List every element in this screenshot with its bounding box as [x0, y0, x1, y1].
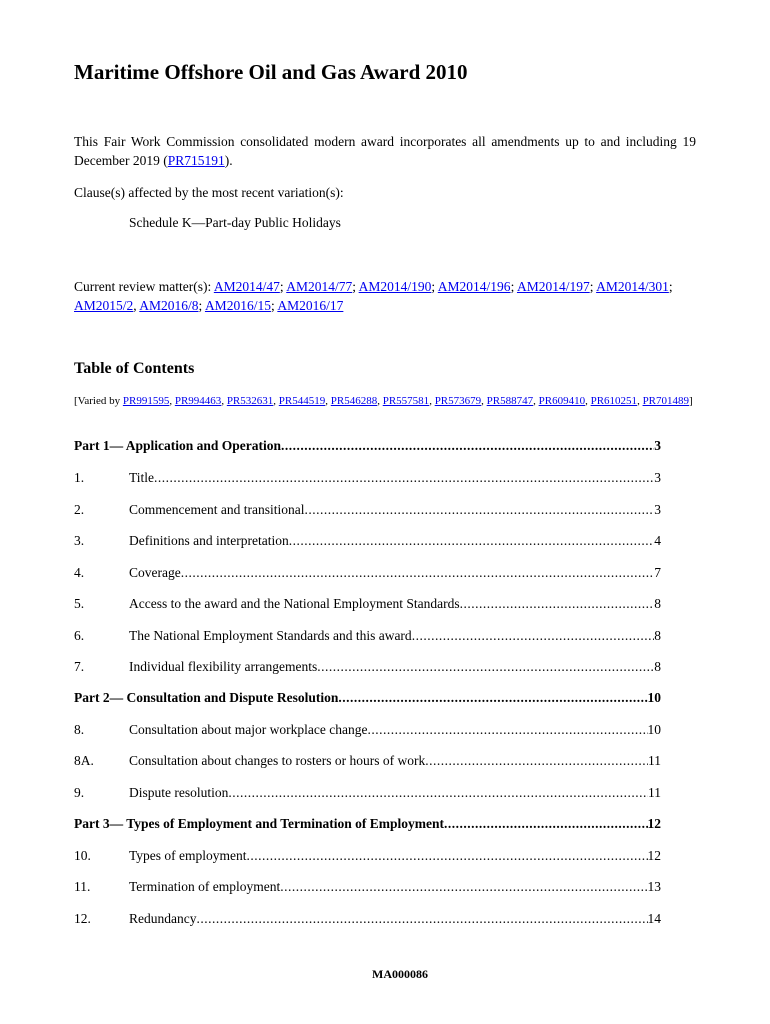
link-pr610251[interactable]: PR610251 [590, 395, 638, 407]
toc-entry-text[interactable]: Part 1— Application and Operation [74, 438, 282, 453]
link-pr991595[interactable]: PR991595 [122, 395, 170, 407]
toc-dot-leader [280, 879, 647, 895]
toc-entry-text[interactable]: Termination of employment [129, 879, 281, 894]
toc-page-number: 7 [654, 565, 661, 580]
link-pr588747[interactable]: PR588747 [486, 395, 534, 407]
toc-part-row[interactable] [74, 690, 661, 710]
toc-entry-text[interactable]: Coverage [129, 565, 181, 580]
toc-dot-leader [317, 659, 654, 675]
varied-end: ] [689, 395, 693, 407]
toc-entry-text[interactable]: Redundancy [129, 911, 197, 926]
toc-entry-text[interactable]: Dispute resolution [129, 785, 229, 800]
varied-label: [Varied by [74, 395, 123, 407]
toc-dot-leader [412, 628, 655, 644]
separator: , [377, 395, 383, 407]
toc-entry-text[interactable]: Commencement and transitional [129, 502, 305, 517]
toc-clause-row[interactable] [74, 565, 661, 585]
toc-page-number: 4 [654, 533, 661, 548]
toc-entry-text[interactable]: Types of employment [129, 848, 247, 863]
toc-page-number: 12 [647, 848, 661, 863]
toc-dot-leader [367, 722, 647, 738]
toc-dot-leader [444, 816, 647, 832]
toc-clause-row[interactable] [74, 470, 661, 490]
document-title: Maritime Offshore Oil and Gas Award 2010 [74, 60, 468, 84]
toc-entry-text[interactable]: Individual flexibility arrangements [129, 659, 318, 674]
link-pr994463[interactable]: PR994463 [174, 395, 222, 407]
toc-clause-row[interactable] [74, 659, 661, 679]
toc-dot-leader [247, 848, 648, 864]
toc-entry-text[interactable]: Consultation about changes to rosters or hours of work [129, 753, 426, 768]
toc-number: 1. [74, 470, 85, 485]
toc-clause-row[interactable] [74, 722, 661, 742]
toc-page-number: 14 [647, 911, 661, 926]
toc-clause-row[interactable] [74, 785, 661, 805]
separator: , [273, 395, 279, 407]
toc-dot-leader [196, 911, 647, 927]
toc-page-number: 10 [647, 690, 661, 705]
toc-clause-row[interactable] [74, 848, 661, 868]
document-code: MA000086 [372, 967, 428, 981]
link-am2016-15[interactable]: AM2016/15 [204, 298, 271, 313]
toc-dot-leader [338, 690, 647, 706]
toc-entry-text[interactable]: Title [129, 470, 155, 485]
toc-dot-leader [304, 502, 654, 518]
toc-entry-text[interactable]: Consultation about major workplace change [129, 722, 368, 737]
link-am2014-47[interactable]: AM2014/47 [213, 279, 280, 294]
toc-number: 8A. [74, 753, 94, 768]
toc-part-row[interactable] [74, 816, 661, 836]
separator: ; [589, 279, 597, 294]
toc-number: 5. [74, 596, 85, 611]
link-am2016-17[interactable]: AM2016/17 [277, 298, 344, 313]
link-pr532631[interactable]: PR532631 [226, 395, 274, 407]
link-am2015-2[interactable]: AM2015/2 [74, 298, 134, 313]
toc-page-number: 3 [654, 438, 661, 453]
toc-number: 8. [74, 722, 85, 737]
link-pr557581[interactable]: PR557581 [382, 395, 430, 407]
separator: , [481, 395, 487, 407]
toc-clause-row[interactable] [74, 911, 661, 931]
toc-clause-row[interactable] [74, 628, 661, 648]
toc-entry-text[interactable]: Part 2— Consultation and Dispute Resolution [74, 690, 339, 705]
link-am2014-190[interactable]: AM2014/190 [358, 279, 432, 294]
toc-number: 9. [74, 785, 85, 800]
separator: , [133, 298, 140, 313]
toc-page-number: 8 [654, 659, 661, 674]
toc-page-number: 8 [654, 596, 661, 611]
toc-number: 10. [74, 848, 91, 863]
toc-dot-leader [181, 565, 655, 581]
separator: , [533, 395, 539, 407]
link-am2016-8[interactable]: AM2016/8 [139, 298, 199, 313]
toc-heading: Table of Contents [74, 360, 195, 377]
toc-dot-leader [460, 596, 655, 612]
toc-clause-row[interactable] [74, 502, 661, 522]
intro-paragraph [74, 132, 696, 170]
toc-page-number: 13 [647, 879, 661, 894]
toc-entry-text[interactable]: Access to the award and the National Employment Standards [129, 596, 460, 611]
clauses-affected-label: Clause(s) affected by the most recent variation(s): [74, 185, 344, 200]
separator: ; [352, 279, 359, 294]
toc-clause-row[interactable] [74, 879, 661, 899]
link-pr544519[interactable]: PR544519 [278, 395, 326, 407]
toc-page-number: 10 [647, 722, 661, 737]
separator: ; [270, 298, 278, 313]
link-pr573679[interactable]: PR573679 [434, 395, 482, 407]
separator: , [585, 395, 591, 407]
link-am2014-301[interactable]: AM2014/301 [596, 279, 669, 294]
separator: , [429, 395, 435, 407]
separator: , [637, 395, 643, 407]
varied-by [74, 393, 696, 409]
toc-dot-leader [154, 470, 654, 486]
toc-page-number: 12 [647, 816, 661, 831]
toc-page-number: 11 [648, 785, 661, 800]
intro-text: This Fair Work Commission consolidated modern award incorporates all amendments up to and including 19 December 2019 ( [74, 134, 696, 168]
separator: ; [198, 298, 205, 313]
separator: ; [668, 279, 673, 294]
toc-entry-text[interactable]: The National Employment Standards and this award [129, 628, 412, 643]
link-am2014-196[interactable]: AM2014/196 [437, 279, 511, 294]
link-pr701489[interactable]: PR701489 [642, 395, 690, 407]
toc-page-number: 11 [648, 753, 661, 768]
separator: ; [279, 279, 287, 294]
toc-clause-row[interactable] [74, 596, 661, 616]
link-pr715191[interactable]: PR715191 [167, 153, 225, 168]
separator: , [221, 395, 227, 407]
separator: ; [510, 279, 517, 294]
toc-number: 11. [74, 879, 91, 894]
separator: , [169, 395, 175, 407]
review-matters [74, 277, 696, 315]
toc-dot-leader [228, 785, 648, 801]
link-am2014-197[interactable]: AM2014/197 [516, 279, 590, 294]
review-label: Current review matter(s): [74, 279, 214, 294]
toc-page-number: 8 [654, 628, 661, 643]
link-pr546288[interactable]: PR546288 [330, 395, 378, 407]
clause-affected-item: Schedule K—Part-day Public Holidays [129, 215, 341, 230]
toc-page-number: 3 [654, 502, 661, 517]
toc-number: 12. [74, 911, 91, 926]
toc-page-number: 3 [654, 470, 661, 485]
varied-links [123, 395, 689, 407]
toc-number: 7. [74, 659, 85, 674]
toc-number: 4. [74, 565, 85, 580]
toc-dot-leader [425, 753, 648, 769]
toc-part-row[interactable] [74, 438, 661, 458]
toc-number: 2. [74, 502, 85, 517]
separator: , [325, 395, 331, 407]
toc-dot-leader [281, 438, 654, 454]
toc-clause-row[interactable] [74, 753, 661, 773]
toc-number: 6. [74, 628, 85, 643]
separator: ; [431, 279, 438, 294]
toc-clause-row[interactable] [74, 533, 661, 553]
toc-entry-text[interactable]: Definitions and interpretation [129, 533, 289, 548]
toc-entry-text[interactable]: Part 3— Types of Employment and Termination of Employment [74, 816, 445, 831]
toc-number: 3. [74, 533, 85, 548]
toc-dot-leader [289, 533, 655, 549]
intro-end: ). [224, 153, 233, 168]
link-am2014-77[interactable]: AM2014/77 [286, 279, 353, 294]
link-pr609410[interactable]: PR609410 [538, 395, 586, 407]
